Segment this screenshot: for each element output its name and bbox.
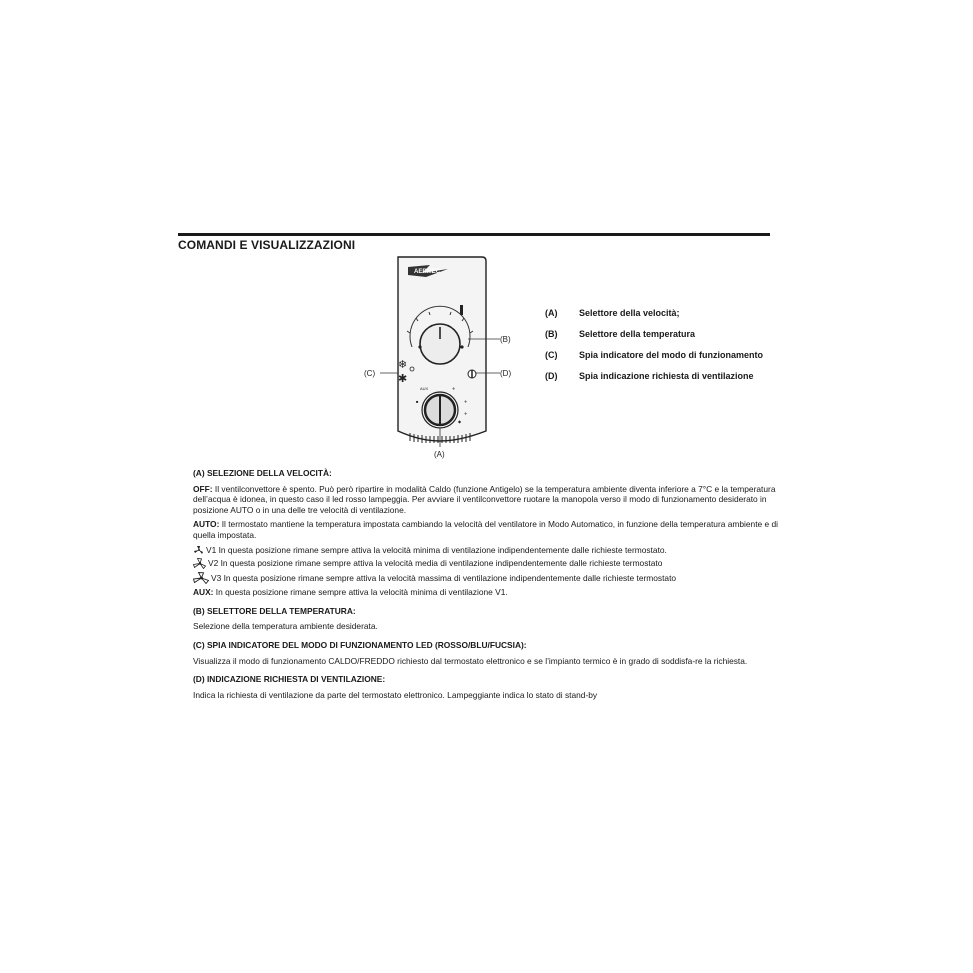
heading-c: (C) SPIA INDICATORE DEL MODO DI FUNZIONAMENTO LED (ROSSO/BLU/FUCSIA):	[193, 639, 527, 650]
paragraph-c: Visualizza il modo di funzionamento CALDO/FREDDO richiesto dal termostato elettronico e se l’impianto termico è in grado di soddisfa-re la richiesta.	[193, 655, 748, 666]
svg-text:◆: ◆	[458, 419, 462, 424]
heading-a: (A) SELEZIONE DELLA VELOCITÀ:	[193, 468, 332, 478]
fan-request-led	[468, 370, 476, 378]
svg-text:AUX: AUX	[420, 386, 429, 391]
v3-line: V3 In questa posizione rimane sempre attiva la velocità massima di ventilazione indipendentemente dalle richieste termostato	[193, 572, 788, 584]
section-rule	[178, 233, 770, 236]
sun-icon: ✱	[398, 372, 408, 385]
heading-b: (B) SELETTORE DELLA TEMPERATURA:	[193, 605, 356, 616]
fan-small-icon	[193, 545, 205, 555]
label-d: (D)	[500, 369, 512, 378]
paragraph-b: Selezione della temperatura ambiente desiderata.	[193, 621, 378, 632]
v1-line: V1 In questa posizione rimane sempre attiva la velocità minima di ventilazione indipendentemente dalle richieste termostato.	[193, 545, 788, 556]
svg-text:✈: ✈	[464, 411, 468, 416]
label-c: (C)	[364, 369, 376, 378]
aux-paragraph: AUX: In questa posizione rimane sempre attiva la velocità minima di ventilazione V1.	[193, 587, 508, 598]
label-a: (A)	[434, 450, 445, 459]
thermostat-illustration	[360, 255, 520, 460]
label-b: (B)	[500, 335, 511, 344]
svg-text:✈: ✈	[452, 386, 456, 391]
svg-text:■: ■	[416, 399, 419, 404]
paragraph-d: Indica la richiesta di ventilazione da parte del termostato elettronico. Lampeggiante indica lo stato di stand-by	[193, 689, 598, 700]
svg-text:AERMEC: AERMEC	[414, 269, 441, 275]
snowflake-icon: ❄	[398, 358, 408, 371]
svg-text:✈: ✈	[464, 399, 468, 404]
section-title: COMANDI E VISUALIZZAZIONI	[178, 238, 356, 252]
off-paragraph: OFF: Il ventilconvettore è spento. Può però ripartire in modalità Caldo (funzione Antigelo) se la temperatura ambiente diventa inferiore a 7°C e la temperatura dell’acqua è idonea, in questo caso il led rosso lampeggia. Per avviare il ventilconvettore ruotare la manopola verso il modo di funzionamento desiderato in posizione AUTO o in una delle tre velocità di ventilazione.	[193, 483, 776, 515]
fan-medium-icon	[193, 558, 207, 569]
fan-large-icon	[193, 572, 210, 584]
heading-d: (D) INDICAZIONE RICHIESTA DI VENTILAZIONE:	[193, 674, 386, 685]
auto-paragraph: AUTO: Il termostato mantiene la temperatura impostata cambiando la velocità del ventilatore in Modo Automatico, in funzione della temperatura ambiente e di quella impostata.	[193, 519, 779, 540]
manual-body	[193, 468, 788, 704]
v2-line: V2 In questa posizione rimane sempre attiva la velocità media di ventilazione indipendentemente dalle richieste termostato	[193, 558, 788, 569]
